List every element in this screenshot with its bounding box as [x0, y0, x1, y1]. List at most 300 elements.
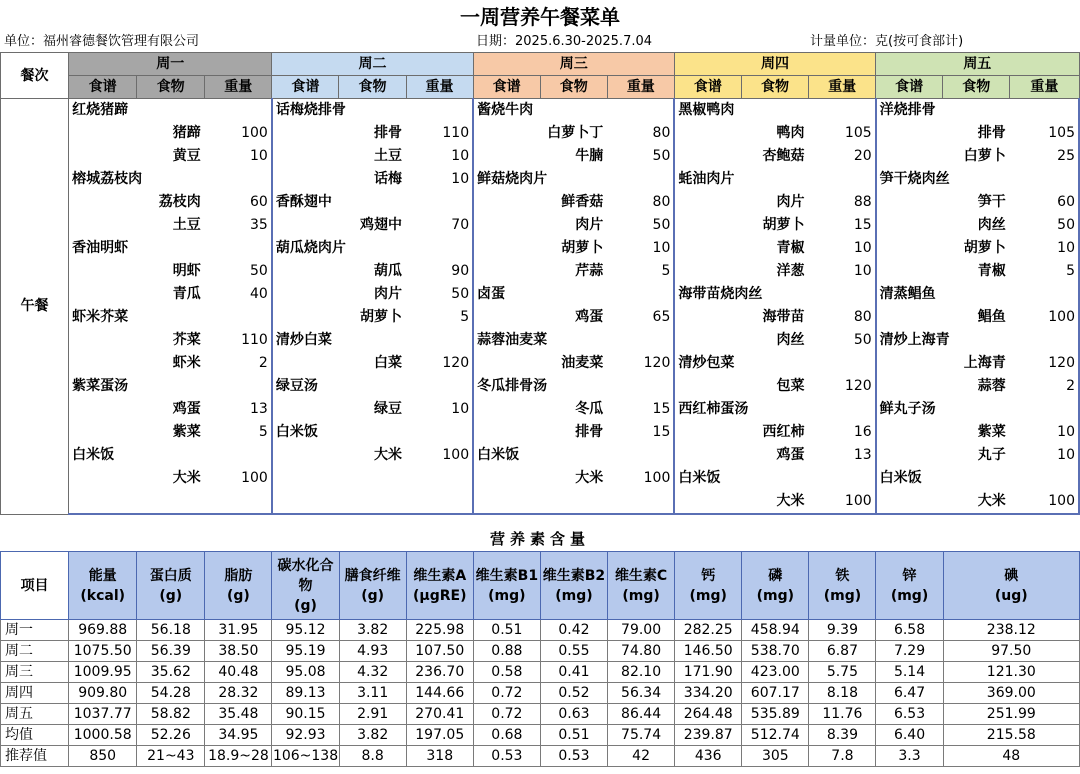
nutrient-unit: (g): [361, 587, 385, 604]
nutrient-value: 90.15: [272, 704, 339, 725]
food-name: [339, 490, 406, 514]
nutrient-name: 维生素B1: [475, 567, 539, 584]
nutrient-value: 239.87: [675, 725, 742, 746]
menu-row: [1, 490, 1080, 514]
food-weight: [406, 467, 473, 490]
dish-name: [876, 122, 943, 145]
food-weight: 2: [1010, 375, 1079, 398]
nutrient-header: [473, 552, 540, 620]
page-title: 一周营养午餐菜单: [460, 5, 620, 29]
weekly-menu-table: [0, 52, 1080, 515]
food-name: 白萝卜丁: [547, 125, 604, 141]
dish-name: 蚝油肉片: [674, 168, 875, 191]
food-weight: 110: [205, 329, 272, 352]
nutrient-value: 18.9~28: [205, 746, 272, 767]
day-header: 周二: [272, 53, 473, 76]
row-label: 均值: [1, 725, 69, 746]
nutrient-name: 维生素C: [614, 567, 668, 584]
food-name: 西红柿: [762, 424, 805, 440]
nutrient-value: 215.58: [943, 725, 1079, 746]
food-weight: 50: [607, 214, 674, 237]
food-name: 葫瓜: [374, 263, 402, 279]
nutrition-row: [1, 683, 1080, 704]
food-weight: 5: [205, 421, 272, 444]
food-weight: 20: [809, 145, 876, 168]
food-weight: 10: [607, 237, 674, 260]
food-name: 鸭肉: [776, 125, 805, 141]
food-weight: 15: [607, 398, 674, 421]
menu-row: [1, 352, 1080, 375]
menu-row: [1, 260, 1080, 283]
column-header-dish: 食谱: [69, 76, 137, 99]
food-weight: 10: [1010, 237, 1079, 260]
dish-name: [876, 375, 943, 398]
food-weight: 10: [406, 145, 473, 168]
nutrient-value: 0.42: [540, 620, 607, 641]
menu-row: [1, 99, 1080, 123]
food-name: 白萝卜: [963, 148, 1006, 164]
dish-name: [69, 398, 137, 421]
nutrient-value: 0.72: [473, 683, 540, 704]
dish-name: 白米饭: [272, 421, 473, 444]
nutrient-header: [742, 552, 809, 620]
nutrition-row: [1, 662, 1080, 683]
dish-name: 虾米芥菜: [69, 306, 272, 329]
menu-row: [1, 329, 1080, 352]
nutrient-name: 碘: [1004, 567, 1019, 584]
food-weight: 100: [205, 467, 272, 490]
nutrient-value: 607.17: [742, 683, 809, 704]
food-name: 包菜: [776, 378, 805, 394]
dish-name: 清炒上海青: [876, 329, 1079, 352]
dish-name: [473, 145, 540, 168]
column-header-weight: 重量: [1010, 76, 1079, 99]
nutrient-value: 8.39: [809, 725, 876, 746]
nutrient-value: 512.74: [742, 725, 809, 746]
dish-name: 红烧猪蹄: [69, 99, 272, 123]
food-weight: 10: [1010, 444, 1079, 467]
nutrient-value: 121.30: [943, 662, 1079, 683]
column-header-weight: 重量: [809, 76, 876, 99]
food-name: 鸡翅中: [360, 217, 402, 233]
dish-name: [69, 467, 137, 490]
nutrient-value: 264.48: [675, 704, 742, 725]
nutrient-value: 95.08: [272, 662, 339, 683]
food-name: 鸡蛋: [172, 401, 201, 417]
nutrient-value: 1075.50: [69, 641, 137, 662]
nutrient-value: 4.32: [339, 662, 406, 683]
nutrient-value: 8.8: [339, 746, 406, 767]
dish-name: [272, 260, 339, 283]
food-name: 鲜香菇: [561, 194, 604, 210]
dish-name: 西红柿蛋汤: [674, 398, 875, 421]
nutrient-name: 碳水化合物: [277, 557, 334, 594]
dish-name: [876, 490, 943, 514]
column-header-weight: 重量: [406, 76, 473, 99]
nutrient-value: 89.13: [272, 683, 339, 704]
nutrient-value: 0.72: [473, 704, 540, 725]
food-name: 鲳鱼: [977, 309, 1006, 325]
menu-row: [1, 398, 1080, 421]
day-header: 周五: [876, 53, 1079, 76]
food-name: 绿豆: [374, 401, 402, 417]
dish-name: [69, 260, 137, 283]
food-name: 虾米: [172, 355, 201, 371]
column-header-dish: 食谱: [272, 76, 339, 99]
dish-name: [674, 329, 741, 352]
menu-row: [1, 214, 1080, 237]
meal-header: 餐次: [1, 53, 69, 99]
dish-name: [272, 168, 339, 191]
food-name: 鸡蛋: [575, 309, 604, 325]
nutrient-value: 86.44: [608, 704, 675, 725]
dish-name: 香油明虾: [69, 237, 272, 260]
food-name: 排骨: [374, 125, 402, 141]
food-name: 青瓜: [172, 286, 201, 302]
menu-header-row: [1, 53, 1080, 76]
food-name: 肉片: [374, 286, 402, 302]
nutrient-value: 107.50: [406, 641, 473, 662]
measure-unit-label: 计量单位：克(按可食部计): [810, 34, 964, 49]
food-weight: 100: [607, 467, 674, 490]
dish-name: [69, 283, 137, 306]
nutrient-value: 282.25: [675, 620, 742, 641]
dish-name: [272, 352, 339, 375]
nutrient-value: 92.93: [272, 725, 339, 746]
nutrient-value: 40.48: [205, 662, 272, 683]
dish-name: [272, 490, 339, 514]
nutrient-value: 270.41: [406, 704, 473, 725]
dish-name: [473, 260, 540, 283]
dish-name: 白米饭: [473, 444, 674, 467]
nutrient-value: 3.11: [339, 683, 406, 704]
nutrient-unit: (g): [159, 587, 183, 604]
food-weight: 90: [406, 260, 473, 283]
nutrient-unit: (mg): [622, 587, 660, 604]
nutrient-value: 436: [675, 746, 742, 767]
nutrient-value: 35.62: [137, 662, 205, 683]
food-weight: 100: [406, 444, 473, 467]
nutrient-value: 7.29: [876, 641, 943, 662]
nutrient-value: 4.93: [339, 641, 406, 662]
food-weight: 65: [607, 306, 674, 329]
nutrition-title: 营养素含量: [489, 530, 590, 548]
dish-name: 蒜蓉油麦菜: [473, 329, 674, 352]
dish-name: 清蒸鲳鱼: [876, 283, 1079, 306]
food-weight: 100: [809, 490, 876, 514]
dish-name: 清炒白菜: [272, 329, 473, 352]
dish-name: [272, 283, 339, 306]
nutrient-header: [943, 552, 1079, 620]
dish-name: 黑椒鸭肉: [674, 99, 875, 123]
column-header-food: 食物: [339, 76, 406, 99]
dish-name: [69, 214, 137, 237]
nutrient-value: 1037.77: [69, 704, 137, 725]
nutrient-value: 3.82: [339, 620, 406, 641]
food-weight: 50: [809, 329, 876, 352]
menu-row: [1, 283, 1080, 306]
row-label: 周三: [1, 662, 69, 683]
food-weight: 35: [205, 214, 272, 237]
food-weight: 10: [1010, 421, 1079, 444]
dish-name: [69, 329, 137, 352]
column-header-food: 食物: [741, 76, 808, 99]
dish-name: [272, 214, 339, 237]
dish-name: 笋干烧肉丝: [876, 168, 1079, 191]
food-name: [339, 467, 406, 490]
nutrient-value: 34.95: [205, 725, 272, 746]
nutrient-value: 3.3: [876, 746, 943, 767]
food-weight: 80: [607, 122, 674, 145]
nutrient-value: 423.00: [742, 662, 809, 683]
food-weight: 100: [1010, 306, 1079, 329]
food-name: 胡萝卜: [963, 240, 1006, 256]
dish-name: 白米饭: [674, 467, 875, 490]
nutrient-unit: (mg): [689, 587, 727, 604]
dish-name: [272, 467, 339, 490]
food-name: 紫菜: [172, 424, 201, 440]
nutrition-row: [1, 620, 1080, 641]
food-name: 牛腩: [575, 148, 604, 164]
dish-name: [272, 145, 339, 168]
dish-name: 卤蛋: [473, 283, 674, 306]
nutrient-value: 2.91: [339, 704, 406, 725]
dish-name: [674, 145, 741, 168]
food-weight: 70: [406, 214, 473, 237]
nutrition-row: [1, 641, 1080, 662]
dish-name: 紫菜蛋汤: [69, 375, 272, 398]
food-name: 土豆: [374, 148, 402, 164]
nutrient-value: 6.53: [876, 704, 943, 725]
dish-name: [473, 306, 540, 329]
food-weight: 15: [809, 214, 876, 237]
nutrient-value: 58.82: [137, 704, 205, 725]
nutrient-value: 850: [69, 746, 137, 767]
row-label: 周五: [1, 704, 69, 725]
nutrient-value: 11.76: [809, 704, 876, 725]
column-header-food: 食物: [137, 76, 205, 99]
row-label: 周四: [1, 683, 69, 704]
food-weight: 10: [406, 168, 473, 191]
food-weight: 120: [607, 352, 674, 375]
food-name: 海带苗: [762, 309, 805, 325]
dish-name: 白米饭: [876, 467, 1079, 490]
food-weight: 50: [1010, 214, 1079, 237]
food-name: 笋干: [977, 194, 1006, 210]
nutrient-value: 1009.95: [69, 662, 137, 683]
nutrition-row: [1, 725, 1080, 746]
dish-name: 榕城荔枝肉: [69, 168, 272, 191]
nutrient-unit: (μgRE): [413, 587, 467, 604]
nutrient-header: [137, 552, 205, 620]
nutrient-value: 0.55: [540, 641, 607, 662]
menu-row: [1, 375, 1080, 398]
column-header-weight: 重量: [205, 76, 272, 99]
column-header-food: 食物: [943, 76, 1010, 99]
nutrient-value: 3.82: [339, 725, 406, 746]
dish-name: [272, 444, 339, 467]
food-name: 话梅: [374, 171, 402, 187]
dish-name: [69, 490, 137, 514]
nutrient-name: 钙: [701, 567, 716, 584]
food-weight: 105: [809, 122, 876, 145]
food-name: 洋葱: [776, 263, 805, 279]
nutrient-value: 6.87: [809, 641, 876, 662]
dish-name: [674, 214, 741, 237]
date-range-label: 日期：2025.6.30-2025.7.04: [476, 34, 653, 49]
dish-name: [69, 122, 137, 145]
dish-name: [272, 122, 339, 145]
nutrition-header-row: [1, 552, 1080, 620]
nutrient-value: 0.51: [540, 725, 607, 746]
nutrient-value: 369.00: [943, 683, 1079, 704]
nutrient-value: 236.70: [406, 662, 473, 683]
dish-name: [674, 444, 741, 467]
nutrient-value: 1000.58: [69, 725, 137, 746]
nutrient-value: 0.52: [540, 683, 607, 704]
nutrition-row: [1, 746, 1080, 767]
company-label: 单位：福州睿德餐饮管理有限公司: [4, 34, 200, 49]
dish-name: 话梅烧排骨: [272, 99, 473, 123]
nutrient-value: 6.58: [876, 620, 943, 641]
food-name: 排骨: [575, 424, 604, 440]
dish-name: 清炒包菜: [674, 352, 875, 375]
item-header: 项目: [1, 552, 69, 620]
food-weight: 15: [607, 421, 674, 444]
nutrient-value: 74.80: [608, 641, 675, 662]
food-name: 青椒: [977, 263, 1006, 279]
dish-name: [876, 145, 943, 168]
nutrient-value: 0.88: [473, 641, 540, 662]
food-name: 大米: [575, 470, 604, 486]
dish-name: 鲜菇烧肉片: [473, 168, 674, 191]
column-header-weight: 重量: [607, 76, 674, 99]
food-name: 排骨: [977, 125, 1006, 141]
food-weight: 10: [205, 145, 272, 168]
dish-name: [473, 490, 540, 514]
nutrient-value: 171.90: [675, 662, 742, 683]
nutrient-header: [876, 552, 943, 620]
food-weight: 13: [809, 444, 876, 467]
dish-name: 鲜丸子汤: [876, 398, 1079, 421]
menu-row: [1, 168, 1080, 191]
food-weight: 60: [1010, 191, 1079, 214]
dish-name: [473, 467, 540, 490]
nutrient-unit: (mg): [890, 587, 929, 604]
dish-name: 葫瓜烧肉片: [272, 237, 473, 260]
food-name: 冬瓜: [575, 401, 604, 417]
food-weight: 10: [809, 237, 876, 260]
menu-row: [1, 237, 1080, 260]
nutrient-name: 磷: [768, 567, 783, 584]
food-name: 鸡蛋: [776, 447, 805, 463]
food-name: 猪蹄: [172, 125, 201, 141]
nutrient-value: 238.12: [943, 620, 1079, 641]
dish-name: [69, 421, 137, 444]
food-weight: 50: [607, 145, 674, 168]
nutrient-value: 56.34: [608, 683, 675, 704]
nutrient-value: 458.94: [742, 620, 809, 641]
food-name: 土豆: [172, 217, 201, 233]
dish-name: [473, 352, 540, 375]
menu-row: [1, 421, 1080, 444]
dish-name: [876, 352, 943, 375]
nutrient-header: [406, 552, 473, 620]
menu-row: [1, 444, 1080, 467]
food-weight: 16: [809, 421, 876, 444]
nutrient-value: 318: [406, 746, 473, 767]
nutrient-value: 5.14: [876, 662, 943, 683]
menu-body: [1, 53, 1080, 515]
dish-name: [473, 398, 540, 421]
dish-name: [272, 306, 339, 329]
dish-name: [69, 352, 137, 375]
nutrient-value: 334.20: [675, 683, 742, 704]
food-weight: 2: [205, 352, 272, 375]
food-weight: 120: [809, 375, 876, 398]
nutrient-value: 56.39: [137, 641, 205, 662]
nutrition-table: [0, 551, 1080, 767]
food-name: 上海青: [963, 355, 1006, 371]
food-weight: 80: [607, 191, 674, 214]
nutrient-value: 38.50: [205, 641, 272, 662]
nutrient-unit: (mg): [823, 587, 862, 604]
food-name: [137, 490, 205, 514]
food-name: 明虾: [172, 263, 201, 279]
nutrient-value: 909.80: [69, 683, 137, 704]
nutrient-value: 535.89: [742, 704, 809, 725]
column-header-food: 食物: [540, 76, 607, 99]
dish-name: [674, 191, 741, 214]
food-name: [540, 490, 607, 514]
food-weight: 110: [406, 122, 473, 145]
food-name: 肉片: [776, 194, 805, 210]
food-weight: [406, 490, 473, 514]
food-weight: 100: [205, 122, 272, 145]
dish-name: [69, 145, 137, 168]
nutrient-name: 膳食纤维: [344, 567, 401, 584]
nutrient-unit: (mg): [488, 587, 526, 604]
nutrient-value: 31.95: [205, 620, 272, 641]
nutrient-value: 52.26: [137, 725, 205, 746]
dish-name: [674, 122, 741, 145]
food-name: 大米: [741, 490, 808, 514]
food-weight: 50: [205, 260, 272, 283]
dish-name: [674, 306, 741, 329]
food-name: 肉片: [575, 217, 604, 233]
nutrient-value: 225.98: [406, 620, 473, 641]
food-weight: 50: [406, 283, 473, 306]
day-header: 周四: [674, 53, 875, 76]
dish-name: [876, 421, 943, 444]
menu-row: [1, 467, 1080, 490]
menu-row: [1, 191, 1080, 214]
meal-label: 午餐: [1, 99, 69, 515]
dish-name: 白米饭: [69, 444, 272, 467]
nutrient-value: 21~43: [137, 746, 205, 767]
nutrient-name: 维生素A: [413, 567, 467, 584]
nutrient-value: 5.75: [809, 662, 876, 683]
menu-row: [1, 306, 1080, 329]
nutrient-name: 脂肪: [224, 567, 253, 584]
nutrient-value: 6.40: [876, 725, 943, 746]
food-name: 黄豆: [172, 148, 201, 164]
food-name: 油麦菜: [561, 355, 604, 371]
food-weight: 60: [205, 191, 272, 214]
dish-name: [674, 260, 741, 283]
food-weight: [205, 490, 272, 514]
dish-name: 洋烧排骨: [876, 99, 1079, 123]
